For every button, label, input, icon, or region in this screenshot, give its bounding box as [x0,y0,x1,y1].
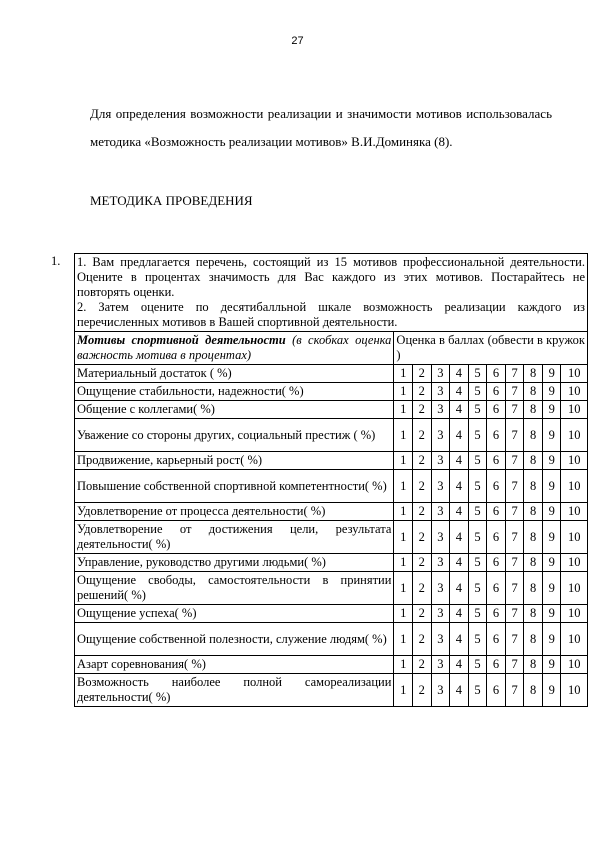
score-option-4[interactable]: 4 [450,503,469,521]
score-option-3[interactable]: 3 [431,554,450,572]
score-option-5[interactable]: 5 [468,365,487,383]
motives-table [74,253,588,707]
score-option-8[interactable]: 8 [524,470,543,503]
score-option-10[interactable]: 10 [561,419,588,452]
score-option-2[interactable]: 2 [412,365,431,383]
score-option-4[interactable]: 4 [450,605,469,623]
score-option-3[interactable]: 3 [431,401,450,419]
motive-label: Ощущение стабильности, надежности( %) [75,383,394,401]
motive-label: Повышение собственной спортивной компетентности( %) [75,470,394,503]
score-option-5[interactable]: 5 [468,605,487,623]
score-option-7[interactable]: 7 [505,656,524,674]
motive-label: Удовлетворение от достижения цели, результата деятельности( %) [75,521,394,554]
score-option-5[interactable]: 5 [468,674,487,707]
score-option-6[interactable]: 6 [487,623,506,656]
table-row [75,452,588,470]
motives-header-note: (в скобках оценка важность мотива в процентах) [77,333,392,362]
score-option-6[interactable]: 6 [487,470,506,503]
score-option-7[interactable]: 7 [505,605,524,623]
score-option-9[interactable]: 9 [542,554,561,572]
score-option-10[interactable]: 10 [561,572,588,605]
score-option-6[interactable]: 6 [487,503,506,521]
instructions-cell [75,254,588,332]
motives-header-cell [75,332,394,365]
score-option-8[interactable]: 8 [524,383,543,401]
score-option-6[interactable]: 6 [487,383,506,401]
score-option-2[interactable]: 2 [412,503,431,521]
table-row [75,674,588,707]
score-option-3[interactable]: 3 [431,521,450,554]
score-option-5[interactable]: 5 [468,623,487,656]
motive-label: Ощущение собственной полезности, служение людям( %) [75,623,394,656]
instruction-2: 2. Затем оцените по десятибалльной шкале возможность реализации каждого из перечисленных мотивов в Вашей спортивной деятельности. [77,300,585,329]
score-option-1[interactable]: 1 [394,554,413,572]
score-option-5[interactable]: 5 [468,572,487,605]
score-option-7[interactable]: 7 [505,419,524,452]
table-row [75,419,588,452]
score-option-6[interactable]: 6 [487,419,506,452]
score-option-3[interactable]: 3 [431,419,450,452]
score-option-1[interactable]: 1 [394,572,413,605]
motive-label: Продвижение, карьерный рост( %) [75,452,394,470]
score-option-8[interactable]: 8 [524,623,543,656]
score-option-5[interactable]: 5 [468,401,487,419]
score-option-5[interactable]: 5 [468,554,487,572]
score-option-7[interactable]: 7 [505,674,524,707]
score-option-10[interactable]: 10 [561,401,588,419]
page-number: 27 [291,35,304,47]
score-option-2[interactable]: 2 [412,521,431,554]
score-option-9[interactable]: 9 [542,656,561,674]
motive-label: Материальный достаток ( %) [75,365,394,383]
motives-header-title: Мотивы спортивной деятельности [77,333,286,347]
score-option-6[interactable]: 6 [487,674,506,707]
score-option-4[interactable]: 4 [450,470,469,503]
score-option-3[interactable]: 3 [431,623,450,656]
score-option-3[interactable]: 3 [431,503,450,521]
score-option-10[interactable]: 10 [561,554,588,572]
score-option-7[interactable]: 7 [505,401,524,419]
score-option-5[interactable]: 5 [468,656,487,674]
score-option-5[interactable]: 5 [468,383,487,401]
score-option-10[interactable]: 10 [561,623,588,656]
score-option-1[interactable]: 1 [394,401,413,419]
score-option-7[interactable]: 7 [505,521,524,554]
score-option-2[interactable]: 2 [412,401,431,419]
score-option-7[interactable]: 7 [505,452,524,470]
table-header-row [75,332,588,365]
table-row [75,554,588,572]
score-option-2[interactable]: 2 [412,674,431,707]
score-option-1[interactable]: 1 [394,503,413,521]
score-header-cell: Оценка в баллах (обвести в кружок ) [394,332,588,365]
score-option-5[interactable]: 5 [468,503,487,521]
score-option-6[interactable]: 6 [487,365,506,383]
score-option-7[interactable]: 7 [505,623,524,656]
motive-label: Общение с коллегами( %) [75,401,394,419]
score-option-4[interactable]: 4 [450,656,469,674]
score-option-1[interactable]: 1 [394,623,413,656]
score-option-10[interactable]: 10 [561,656,588,674]
score-option-8[interactable]: 8 [524,503,543,521]
score-option-2[interactable]: 2 [412,572,431,605]
score-option-4[interactable]: 4 [450,674,469,707]
score-option-9[interactable]: 9 [542,572,561,605]
table-row [75,605,588,623]
score-option-8[interactable]: 8 [524,605,543,623]
score-option-9[interactable]: 9 [542,521,561,554]
score-option-2[interactable]: 2 [412,470,431,503]
motive-label: Возможность наиболее полной самореализации деятельности( %) [75,674,394,707]
score-option-9[interactable]: 9 [542,365,561,383]
score-option-10[interactable]: 10 [561,470,588,503]
score-option-4[interactable]: 4 [450,623,469,656]
score-option-10[interactable]: 10 [561,521,588,554]
score-option-8[interactable]: 8 [524,365,543,383]
score-option-3[interactable]: 3 [431,365,450,383]
score-option-2[interactable]: 2 [412,554,431,572]
score-option-9[interactable]: 9 [542,419,561,452]
score-option-3[interactable]: 3 [431,674,450,707]
score-option-2[interactable]: 2 [412,656,431,674]
table-row [75,521,588,554]
motive-label: Ощущение успеха( %) [75,605,394,623]
score-option-4[interactable]: 4 [450,383,469,401]
score-option-8[interactable]: 8 [524,401,543,419]
score-option-7[interactable]: 7 [505,572,524,605]
score-option-10[interactable]: 10 [561,383,588,401]
score-option-1[interactable]: 1 [394,605,413,623]
score-option-9[interactable]: 9 [542,452,561,470]
score-option-3[interactable]: 3 [431,572,450,605]
score-option-1[interactable]: 1 [394,470,413,503]
instructions-row [75,254,588,332]
score-option-3[interactable]: 3 [431,605,450,623]
score-option-4[interactable]: 4 [450,452,469,470]
score-option-4[interactable]: 4 [450,572,469,605]
score-option-6[interactable]: 6 [487,572,506,605]
table-row [75,503,588,521]
table-row [75,656,588,674]
score-option-7[interactable]: 7 [505,365,524,383]
motive-label: Управление, руководство другими людьми( %) [75,554,394,572]
score-option-4[interactable]: 4 [450,401,469,419]
score-option-3[interactable]: 3 [431,470,450,503]
score-option-6[interactable]: 6 [487,656,506,674]
score-option-2[interactable]: 2 [412,452,431,470]
score-option-7[interactable]: 7 [505,554,524,572]
score-option-1[interactable]: 1 [394,419,413,452]
table-row [75,470,588,503]
score-option-9[interactable]: 9 [542,623,561,656]
score-option-7[interactable]: 7 [505,470,524,503]
table-row [75,365,588,383]
score-option-6[interactable]: 6 [487,452,506,470]
score-option-3[interactable]: 3 [431,383,450,401]
score-option-2[interactable]: 2 [412,623,431,656]
score-option-2[interactable]: 2 [412,419,431,452]
score-option-6[interactable]: 6 [487,401,506,419]
table-row [75,383,588,401]
score-option-6[interactable]: 6 [487,554,506,572]
score-option-4[interactable]: 4 [450,521,469,554]
motive-label: Ощущение свободы, самостоятельности в принятии решений( %) [75,572,394,605]
score-option-3[interactable]: 3 [431,452,450,470]
intro-paragraph: Для определения возможности реализации и значимости мотивов использовалась методика «Возможность реализации мотивов» В.И.Доминяка (8). [90,106,552,149]
score-option-8[interactable]: 8 [524,419,543,452]
score-option-1[interactable]: 1 [394,383,413,401]
score-option-10[interactable]: 10 [561,452,588,470]
score-option-9[interactable]: 9 [542,605,561,623]
motive-label: Уважение со стороны других, социальный престиж ( %) [75,419,394,452]
score-option-9[interactable]: 9 [542,503,561,521]
score-option-4[interactable]: 4 [450,419,469,452]
table-row [75,401,588,419]
score-option-2[interactable]: 2 [412,383,431,401]
score-option-6[interactable]: 6 [487,521,506,554]
score-option-1[interactable]: 1 [394,452,413,470]
motive-label: Азарт соревнования( %) [75,656,394,674]
score-option-5[interactable]: 5 [468,470,487,503]
score-option-1[interactable]: 1 [394,674,413,707]
score-option-5[interactable]: 5 [468,452,487,470]
score-option-10[interactable]: 10 [561,674,588,707]
score-option-1[interactable]: 1 [394,521,413,554]
score-option-8[interactable]: 8 [524,554,543,572]
score-option-3[interactable]: 3 [431,656,450,674]
score-option-8[interactable]: 8 [524,674,543,707]
score-option-8[interactable]: 8 [524,656,543,674]
table-row [75,572,588,605]
score-option-4[interactable]: 4 [450,554,469,572]
section-heading: МЕТОДИКА ПРОВЕДЕНИЯ [90,193,253,208]
score-option-4[interactable]: 4 [450,365,469,383]
score-option-8[interactable]: 8 [524,572,543,605]
score-option-1[interactable]: 1 [394,365,413,383]
table-row [75,623,588,656]
score-option-10[interactable]: 10 [561,503,588,521]
score-option-10[interactable]: 10 [561,365,588,383]
score-option-6[interactable]: 6 [487,605,506,623]
score-option-5[interactable]: 5 [468,521,487,554]
score-option-8[interactable]: 8 [524,521,543,554]
score-option-9[interactable]: 9 [542,383,561,401]
motive-label: Удовлетворение от процесса деятельности( %) [75,503,394,521]
score-option-10[interactable]: 10 [561,605,588,623]
score-option-9[interactable]: 9 [542,674,561,707]
score-option-1[interactable]: 1 [394,656,413,674]
score-option-9[interactable]: 9 [542,470,561,503]
list-number: 1. [51,254,61,268]
score-option-5[interactable]: 5 [468,419,487,452]
score-option-7[interactable]: 7 [505,503,524,521]
score-option-9[interactable]: 9 [542,401,561,419]
score-option-2[interactable]: 2 [412,605,431,623]
score-option-8[interactable]: 8 [524,452,543,470]
instruction-1: 1. Вам предлагается перечень, состоящий из 15 мотивов профессиональной деятельности. Оцените в процентах значимость для Вас каждого из этих мотивов. Постарайтесь не повторять оценки. [77,255,585,299]
score-option-7[interactable]: 7 [505,383,524,401]
